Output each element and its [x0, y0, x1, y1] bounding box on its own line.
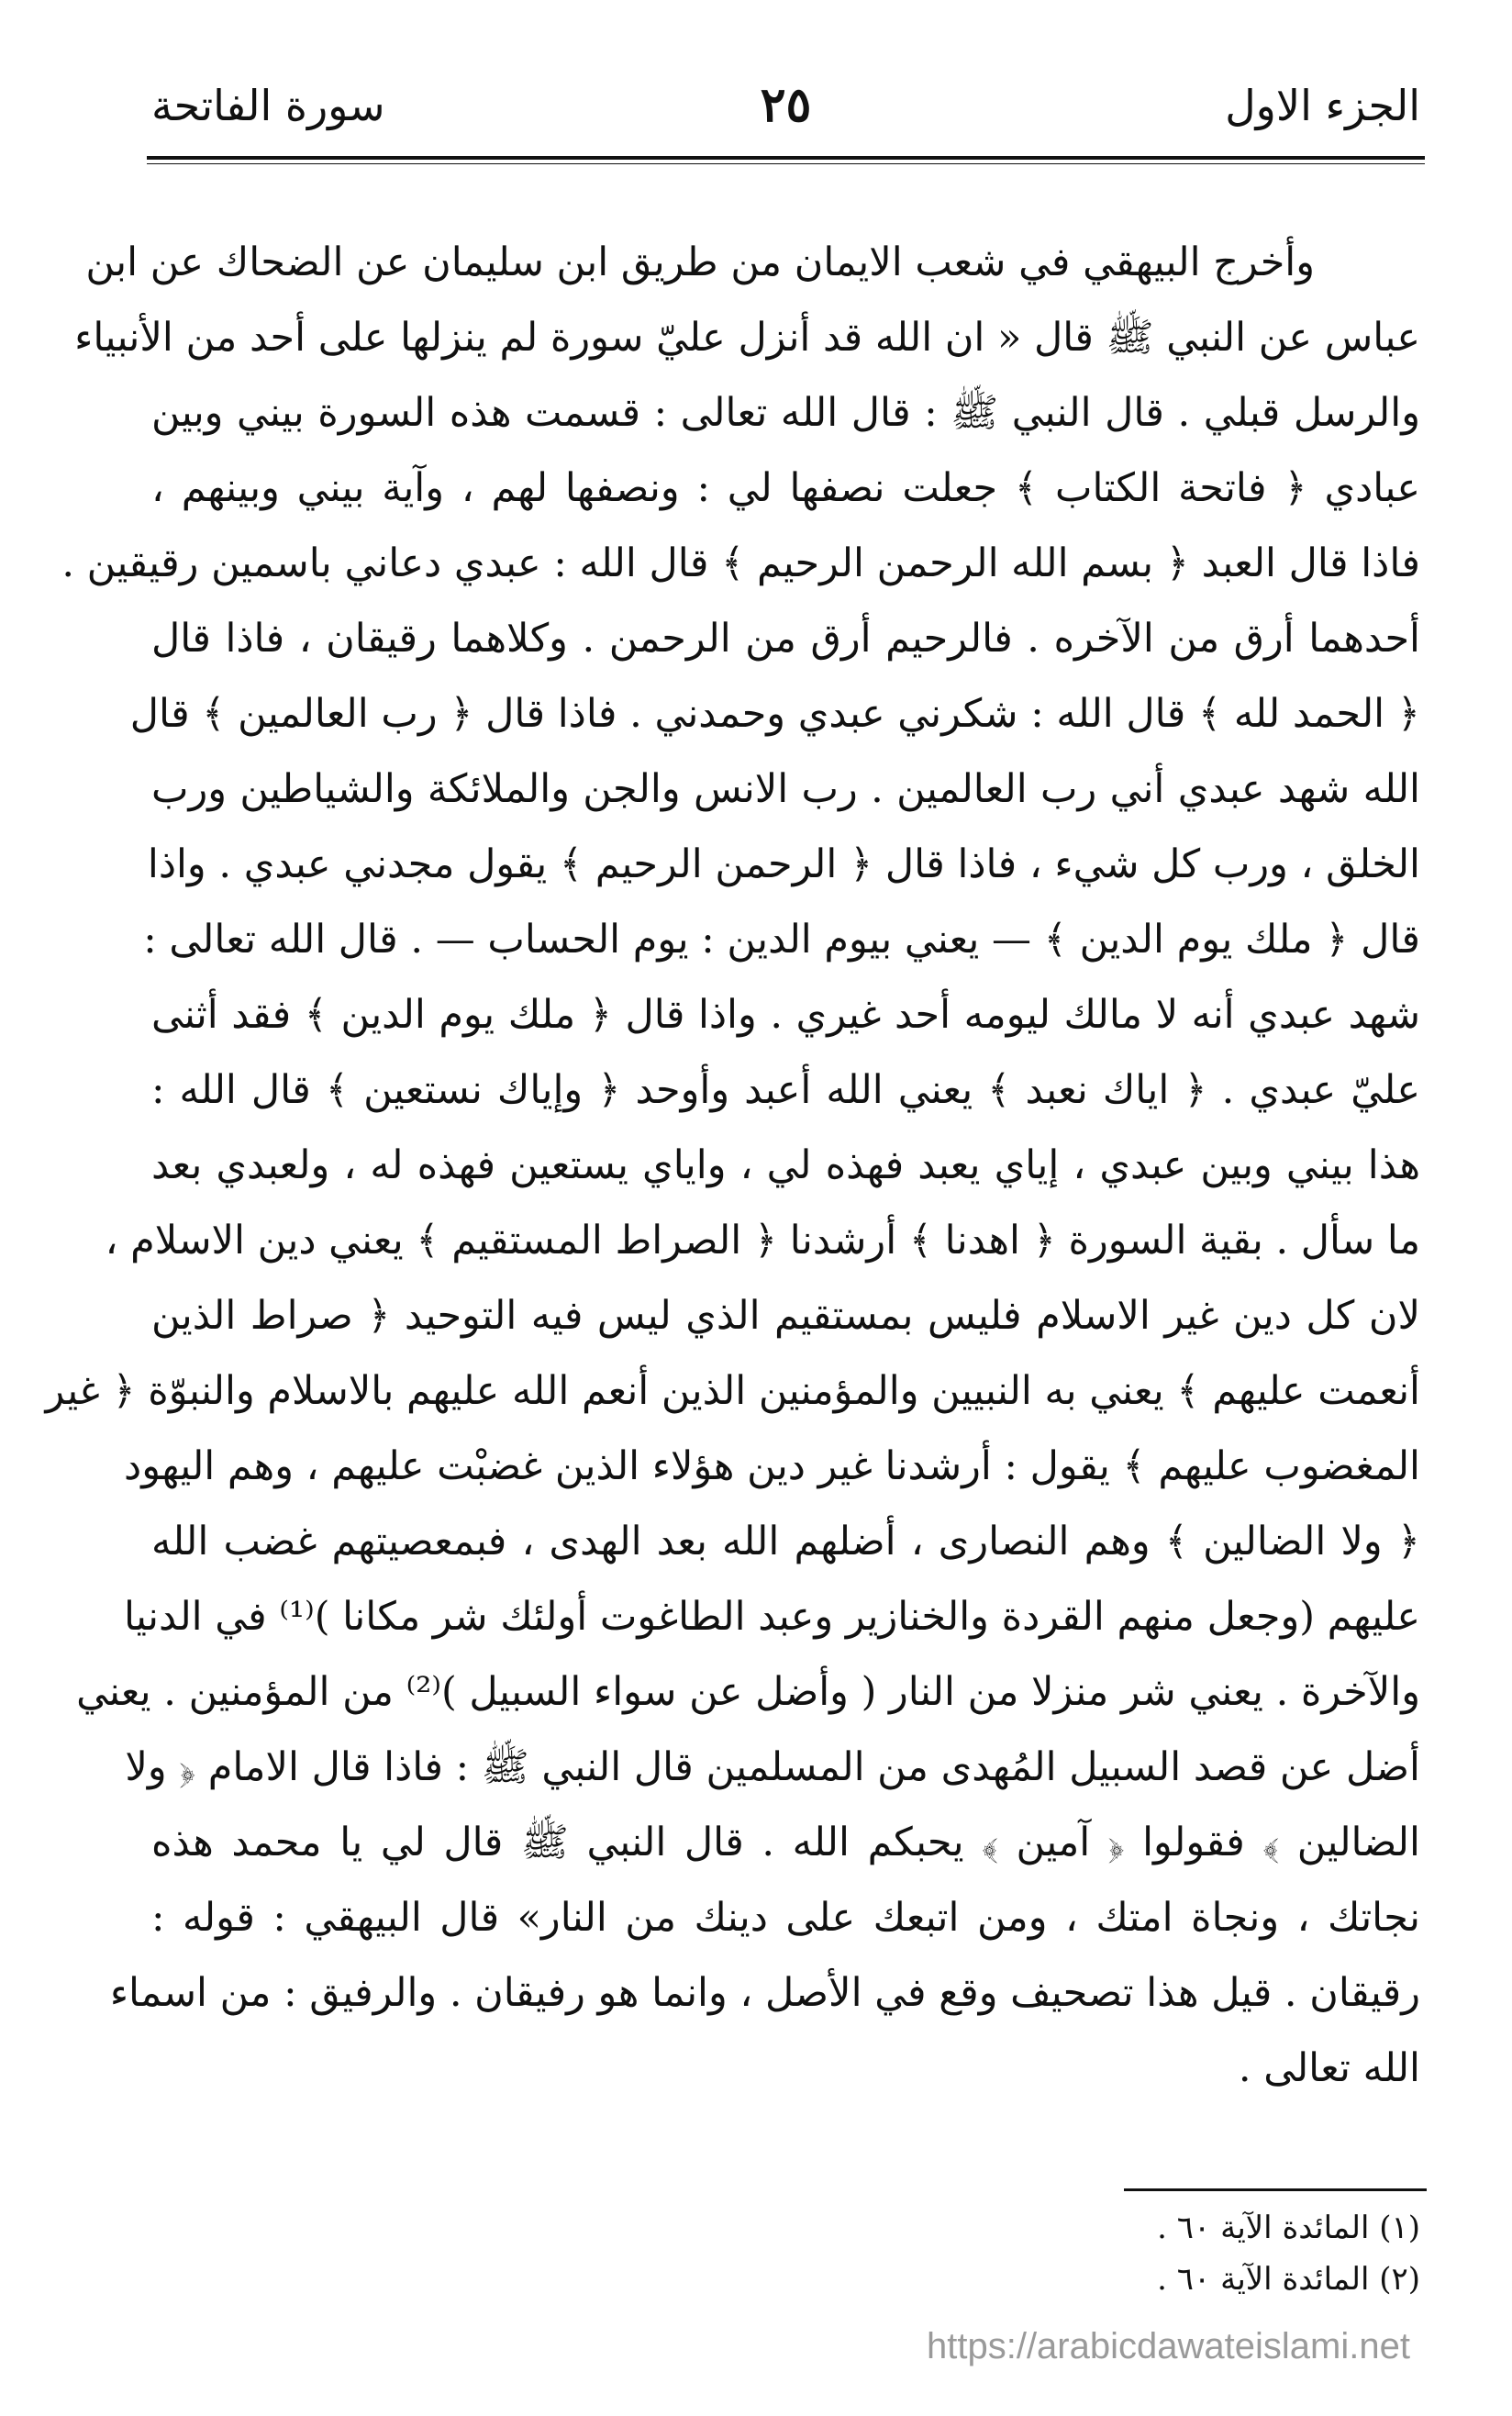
- footnote-rule: [1124, 2188, 1427, 2191]
- text-line: عليّ عبدي . ﴿ اياك نعبد ﴾ يعني الله أعبد وأوحد ﴿ وإياك نستعين ﴾ قال الله :: [151, 1067, 1420, 1113]
- text-line: شهد عبدي أنه لا مالك ليومه أحد غيري . واذا قال ﴿ ملك يوم الدين ﴾ فقد أثنى: [151, 992, 1420, 1038]
- text-line: أنعمت عليهم ﴾ يعني به النبيين والمؤمنين الذين أنعم الله عليهم بالاسلام والنبوّة ﴿ غير: [45, 1368, 1420, 1414]
- text-line: رقيقان . قيل هذا تصحيف وقع في الأصل ، وانما هو رفيقان . والرفيق : من اسماء: [109, 1970, 1420, 2016]
- text-line: عبادي ﴿ فاتحة الكتاب ﴾ جعلت نصفها لي : ونصفها لهم ، وآية بيني وبينهم ،: [151, 465, 1420, 511]
- watermark-url: https://arabicdawateislami.net: [927, 2326, 1410, 2366]
- text-line: نجاتك ، ونجاة امتك ، ومن اتبعك على دينك من النار» قال البيهقي : قوله :: [151, 1895, 1420, 1941]
- page-number: ٢٥: [760, 77, 812, 133]
- text-line: عباس عن النبي ﷺ قال « ان الله قد أنزل عليّ سورة لم ينزلها على أحد من الأنبياء: [74, 315, 1420, 361]
- text-line: قال ﴿ ملك يوم الدين ﴾ — يعني بيوم الدين : يوم الحساب — . قال الله تعالى :: [143, 917, 1420, 963]
- text-line: عليهم (وجعل منهم القردة والخنازير وعبد الطاغوت أولئك شر مكانا )⁽¹⁾ في الدنيا: [123, 1594, 1420, 1640]
- text-line: الضالين ﴾ فقولوا ﴿ آمين ﴾ يحبكم الله . قال النبي ﷺ قال لي يا محمد هذه: [151, 1820, 1420, 1865]
- footnote-2: (٢) المائدة الآية ٦٠ .: [1157, 2261, 1420, 2298]
- text-line: أضل عن قصد السبيل المُهدى من المسلمين قال النبي ﷺ : فاذا قال الامام ﴿ ولا: [125, 1744, 1420, 1790]
- text-line: الخلق ، ورب كل شيء ، فاذا قال ﴿ الرحمن الرحيم ﴾ يقول مجدني عبدي . واذا: [147, 841, 1420, 887]
- text-line: وأخرج البيهقي في شعب الايمان من طريق ابن سليمان عن الضحاك عن ابن: [85, 239, 1315, 285]
- part-title: الجزء الاول: [1225, 81, 1420, 130]
- text-line: أحدهما أرق من الآخره . فالرحيم أرق من الرحمن . وكلاهما رقيقان ، فاذا قال: [151, 616, 1420, 662]
- page-header: [151, 77, 1420, 145]
- text-line: والآخرة . يعني شر منزلا من النار ( وأضل عن سواء السبيل )⁽²⁾ من المؤمنين . يعني: [76, 1669, 1420, 1715]
- footnotes: [778, 2202, 1420, 2305]
- text-line: والرسل قبلي . قال النبي ﷺ : قال الله تعالى : قسمت هذه السورة بيني وبين: [151, 390, 1420, 436]
- text-line: المغضوب عليهم ﴾ يقول : أرشدنا غير دين هؤلاء الذين غضبْت عليهم ، وهم اليهود: [124, 1443, 1420, 1489]
- text-line: ﴿ الحمد لله ﴾ قال الله : شكرني عبدي وحمدني . فاذا قال ﴿ رب العالمين ﴾ قال: [129, 691, 1420, 737]
- text-line: الله شهد عبدي أني رب العالمين . رب الانس والجن والملائكة والشياطين ورب: [151, 766, 1420, 812]
- text-line: الله تعالى .: [1238, 2045, 1420, 2091]
- text-line: هذا بيني وبين عبدي ، إياي يعبد فهذه لي ، واياي يستعين فهذه له ، ولعبدي بعد: [151, 1142, 1420, 1188]
- text-line: لان كل دين غير الاسلام فليس بمستقيم الذي ليس فيه التوحيد ﴿ صراط الذين: [151, 1293, 1420, 1339]
- text-line: ما سأل . بقية السورة ﴿ اهدنا ﴾ أرشدنا ﴿ الصراط المستقيم ﴾ يعني دين الاسلام ،: [105, 1218, 1420, 1264]
- body-text: [45, 225, 1420, 2106]
- footnote-1: (١) المائدة الآية ٦٠ .: [1157, 2210, 1420, 2246]
- surah-title: سورة الفاتحة: [151, 81, 385, 130]
- text-line: فاذا قال العبد ﴿ بسم الله الرحمن الرحيم ﴾ قال الله : عبدي دعاني باسمين رقيقين .: [61, 540, 1420, 586]
- header-rule: [147, 156, 1425, 164]
- text-line: ﴿ ولا الضالين ﴾ وهم النصارى ، أضلهم الله بعد الهدى ، فبمعصيتهم غضب الله: [151, 1519, 1420, 1564]
